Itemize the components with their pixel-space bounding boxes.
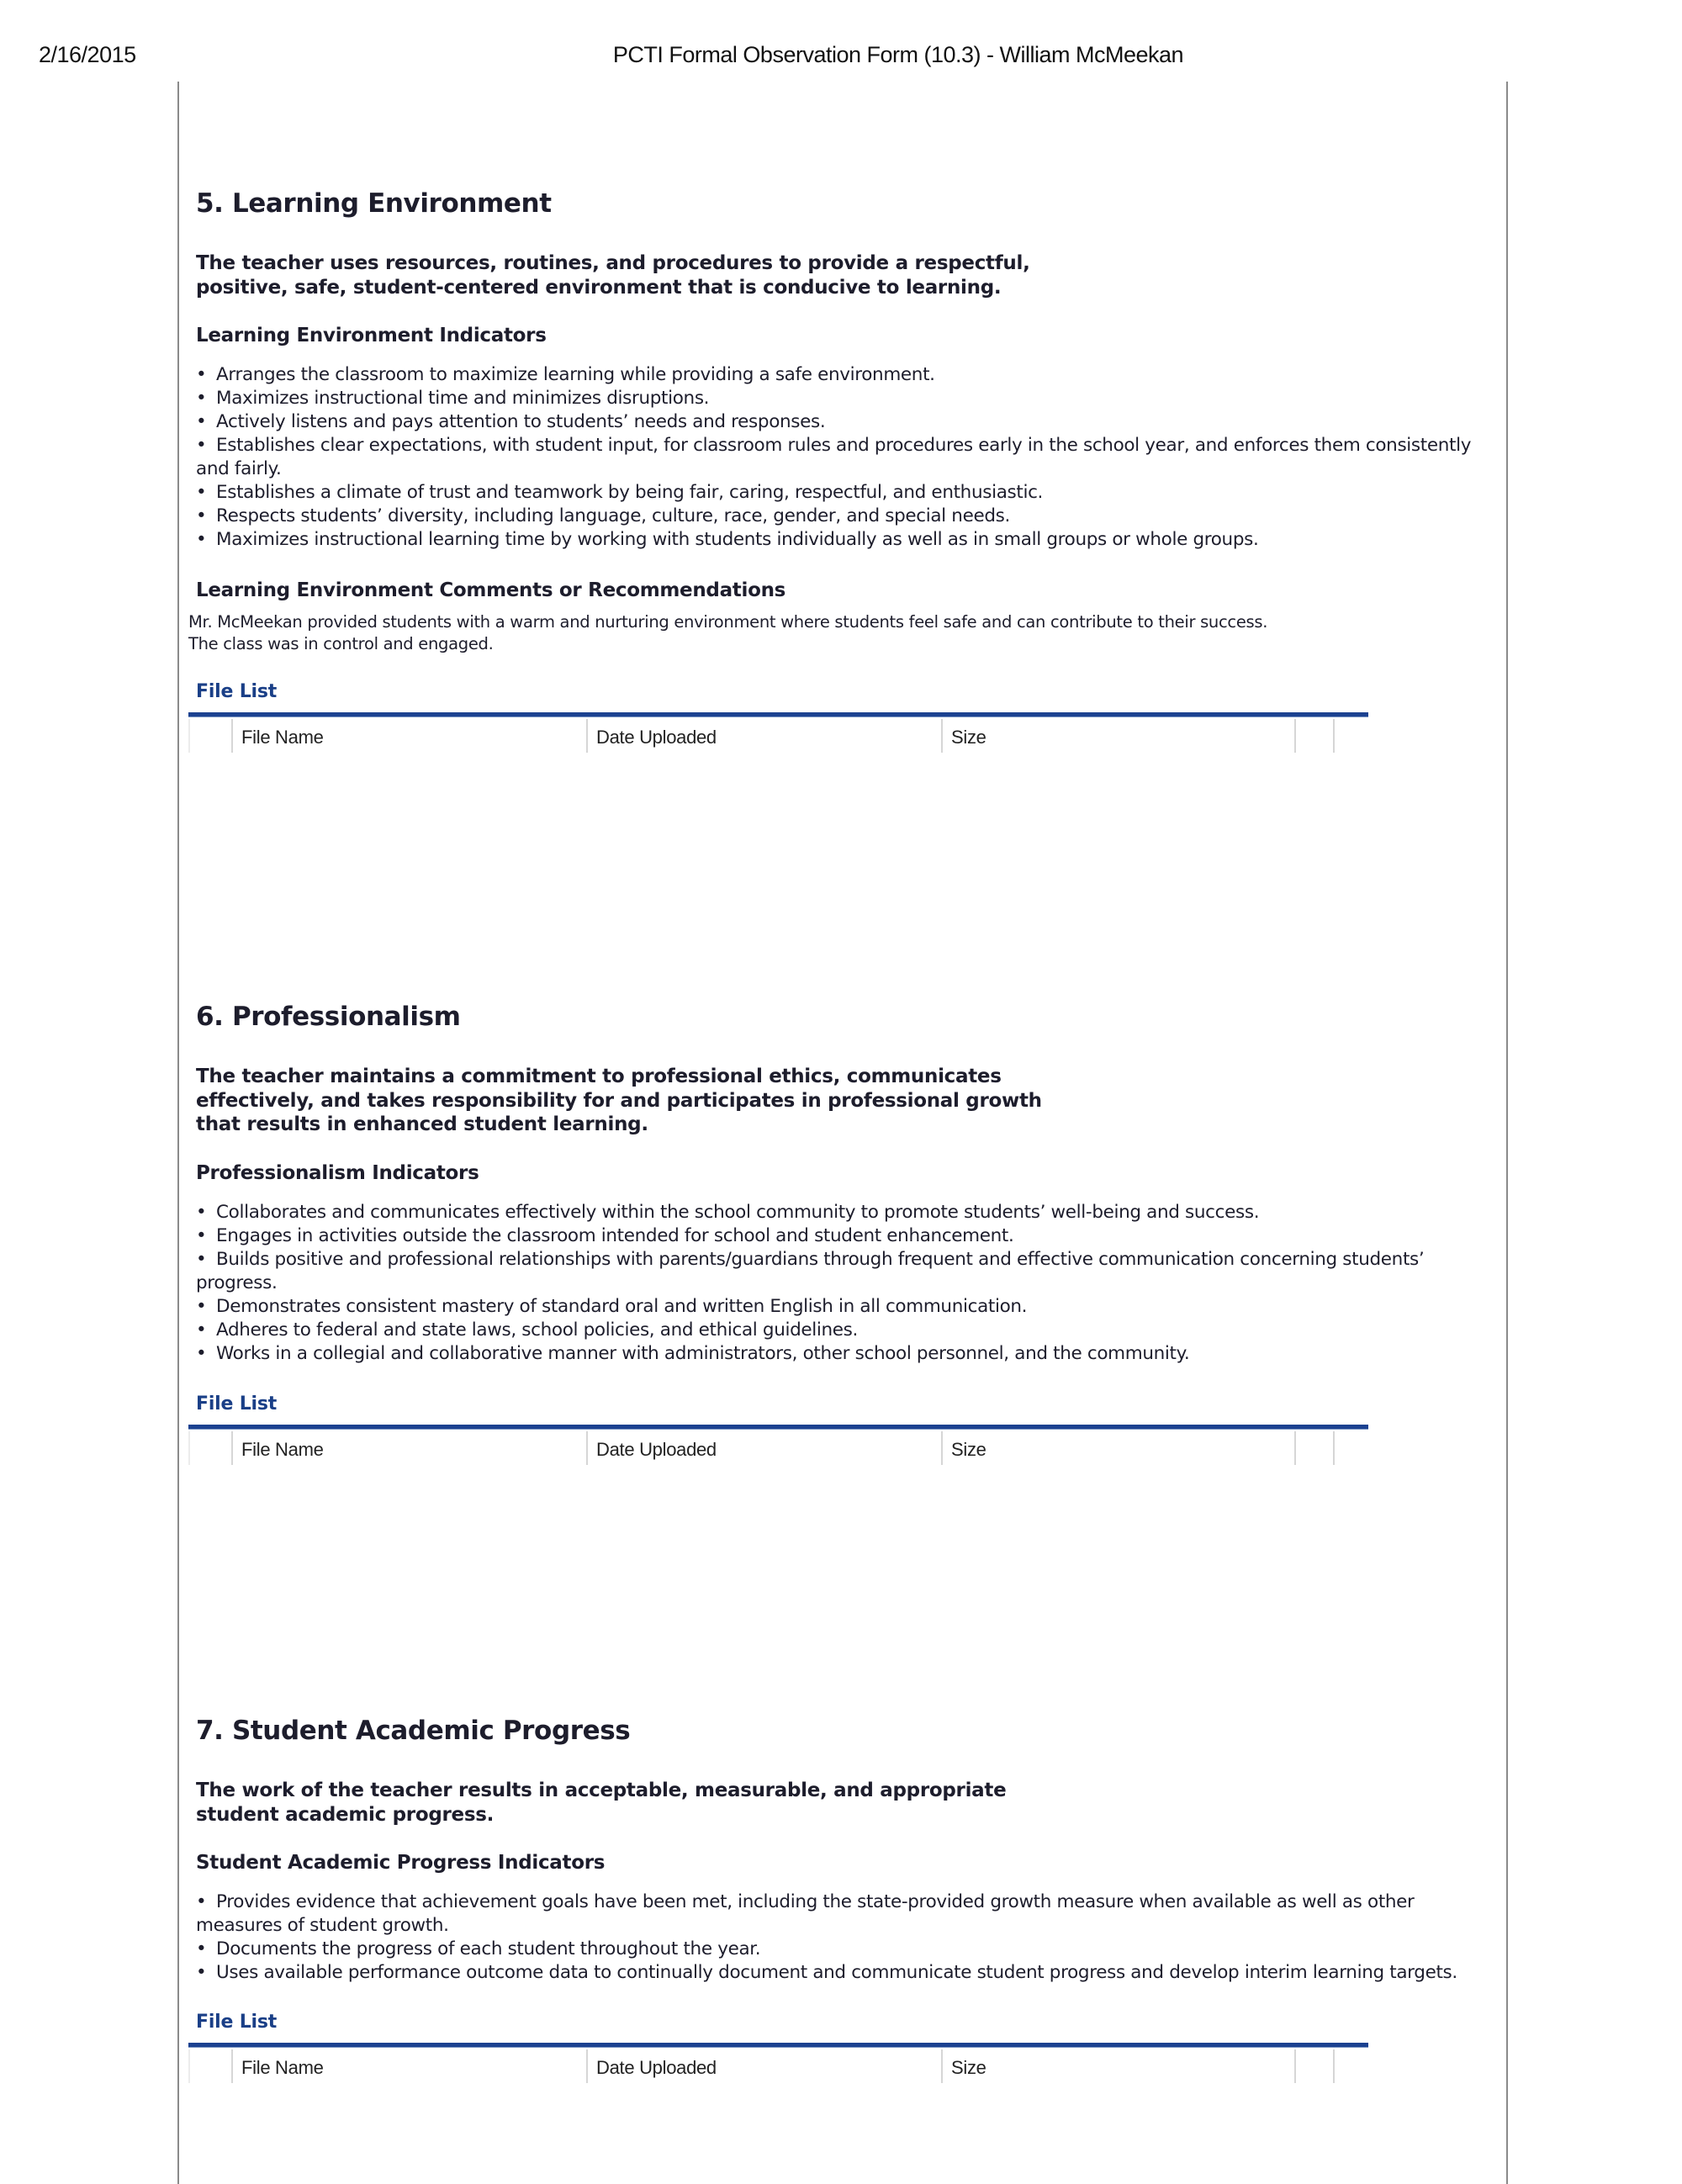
action-column-header — [1333, 1431, 1368, 1465]
standard-statement — [196, 251, 1030, 299]
file-list-label: File List — [196, 2012, 278, 2033]
indicators-list — [196, 363, 1491, 552]
content-frame — [177, 82, 1508, 2184]
column-header-size[interactable]: Size — [941, 1431, 1294, 1465]
comment-line: Mr. McMeekan provided students with a warm and nurturing environment where students feel safe and can contribute to their success. — [188, 612, 1268, 632]
indicator-item: • Collaborates and communicates effectively within the school community to promote students’ well-being and success. — [196, 1202, 1260, 1223]
column-header-date-uploaded[interactable]: Date Uploaded — [586, 719, 941, 753]
bullet-icon: • — [196, 1319, 207, 1341]
bullet-icon: • — [196, 1938, 207, 1959]
indicator-item: • Engages in activities outside the classroom intended for school and student enhancement. — [196, 1225, 1014, 1246]
standard-line: The work of the teacher results in acceptable, measurable, and appropriate — [196, 1779, 1007, 1801]
action-column-header — [1333, 2049, 1368, 2083]
column-header-file-name[interactable]: File Name — [231, 1431, 586, 1465]
bullet-icon: • — [196, 1202, 207, 1223]
comments-heading: Learning Environment Comments or Recommendations — [196, 579, 786, 601]
bullet-icon: • — [196, 529, 207, 550]
print-header — [0, 0, 1682, 82]
bullet-icon: • — [196, 505, 207, 526]
indicators-heading: Professionalism Indicators — [196, 1162, 479, 1184]
action-column-header — [1294, 719, 1333, 753]
column-header-date-uploaded[interactable]: Date Uploaded — [586, 2049, 941, 2083]
select-column-header — [188, 2049, 231, 2083]
select-column-header — [188, 1431, 231, 1465]
indicator-item: • Works in a collegial and collaborative manner with administrators, other school personnel, and the community. — [196, 1343, 1190, 1364]
indicators-list — [196, 1201, 1491, 1366]
indicator-item: • Provides evidence that achievement goals have been met, including the state-provided growth measure when available as well as other measures of student growth. — [196, 1891, 1415, 1936]
column-header-file-name[interactable]: File Name — [231, 719, 586, 753]
indicator-item: • Arranges the classroom to maximize learning while providing a safe environment. — [196, 364, 935, 385]
section-title: 6. Professionalism — [196, 1002, 461, 1032]
bullet-icon: • — [196, 364, 207, 385]
indicator-item: • Documents the progress of each student throughout the year. — [196, 1938, 761, 1959]
action-column-header — [1294, 1431, 1333, 1465]
standard-statement — [196, 1779, 1006, 1827]
bullet-icon: • — [196, 1343, 207, 1364]
bullet-icon: • — [196, 388, 207, 409]
print-title: PCTI Formal Observation Form (10.3) - William McMeekan — [612, 42, 1184, 67]
indicators-heading: Learning Environment Indicators — [196, 325, 547, 346]
file-list-label: File List — [196, 681, 278, 702]
indicator-item: • Establishes a climate of trust and teamwork by being fair, caring, respectful, and enthusiastic. — [196, 482, 1044, 503]
indicators-list — [196, 1891, 1491, 1985]
column-header-date-uploaded[interactable]: Date Uploaded — [586, 1431, 941, 1465]
indicator-item: • Respects students’ diversity, including language, culture, race, gender, and special needs. — [196, 505, 1010, 526]
section-title: 5. Learning Environment — [196, 188, 552, 219]
standard-line: that results in enhanced student learning. — [196, 1113, 648, 1135]
table-rule — [188, 1425, 1368, 1430]
file-list-label: File List — [196, 1393, 278, 1415]
table-header-row — [188, 1431, 1368, 1465]
bullet-icon: • — [196, 1249, 207, 1270]
standard-line: The teacher maintains a commitment to professional ethics, communicates — [196, 1066, 1002, 1087]
standard-line: student academic progress. — [196, 1803, 495, 1826]
indicator-item: • Maximizes instructional learning time by working with students individually as well as in small groups or whole groups. — [196, 529, 1259, 550]
standard-line: effectively, and takes responsibility for and participates in professional growth — [196, 1089, 1042, 1112]
standard-line: The teacher uses resources, routines, and procedures to provide a respectful, — [196, 252, 1030, 274]
bullet-icon: • — [196, 482, 207, 503]
table-rule — [188, 712, 1368, 717]
bullet-icon: • — [196, 1296, 207, 1317]
bullet-icon: • — [196, 411, 207, 432]
table-header-row — [188, 2049, 1368, 2083]
indicator-item: • Establishes clear expectations, with student input, for classroom rules and procedures early in the school year, and enforces them consistently and fairly. — [196, 435, 1472, 479]
table-rule — [188, 2043, 1368, 2048]
column-header-file-name[interactable]: File Name — [231, 2049, 586, 2083]
bullet-icon: • — [196, 435, 207, 456]
bullet-icon: • — [196, 1891, 207, 1912]
action-column-header — [1294, 2049, 1333, 2083]
indicator-item: • Uses available performance outcome data to continually document and communicate student progress and develop interim learning targets. — [196, 1962, 1457, 1983]
indicator-item: • Maximizes instructional time and minimizes disruptions. — [196, 388, 710, 409]
bullet-icon: • — [196, 1962, 207, 1983]
section-title: 7. Student Academic Progress — [196, 1716, 631, 1746]
indicators-heading: Student Academic Progress Indicators — [196, 1852, 606, 1874]
comment-line: The class was in control and engaged. — [188, 634, 494, 653]
indicator-item: • Demonstrates consistent mastery of standard oral and written English in all communication. — [196, 1296, 1028, 1317]
comments-text — [188, 611, 1267, 655]
indicator-item: • Builds positive and professional relationships with parents/guardians through frequent and effective communication concerning students’ progress. — [196, 1249, 1425, 1293]
table-header-row — [188, 719, 1368, 753]
bullet-icon: • — [196, 1225, 207, 1246]
standard-line: positive, safe, student-centered environment that is conducive to learning. — [196, 276, 1002, 299]
standard-statement — [196, 1065, 1042, 1137]
indicator-item: • Actively listens and pays attention to students’ needs and responses. — [196, 411, 826, 432]
indicator-item: • Adheres to federal and state laws, school policies, and ethical guidelines. — [196, 1319, 859, 1341]
select-column-header — [188, 719, 231, 753]
action-column-header — [1333, 719, 1368, 753]
print-date: 2/16/2015 — [39, 42, 136, 67]
column-header-size[interactable]: Size — [941, 719, 1294, 753]
column-header-size[interactable]: Size — [941, 2049, 1294, 2083]
